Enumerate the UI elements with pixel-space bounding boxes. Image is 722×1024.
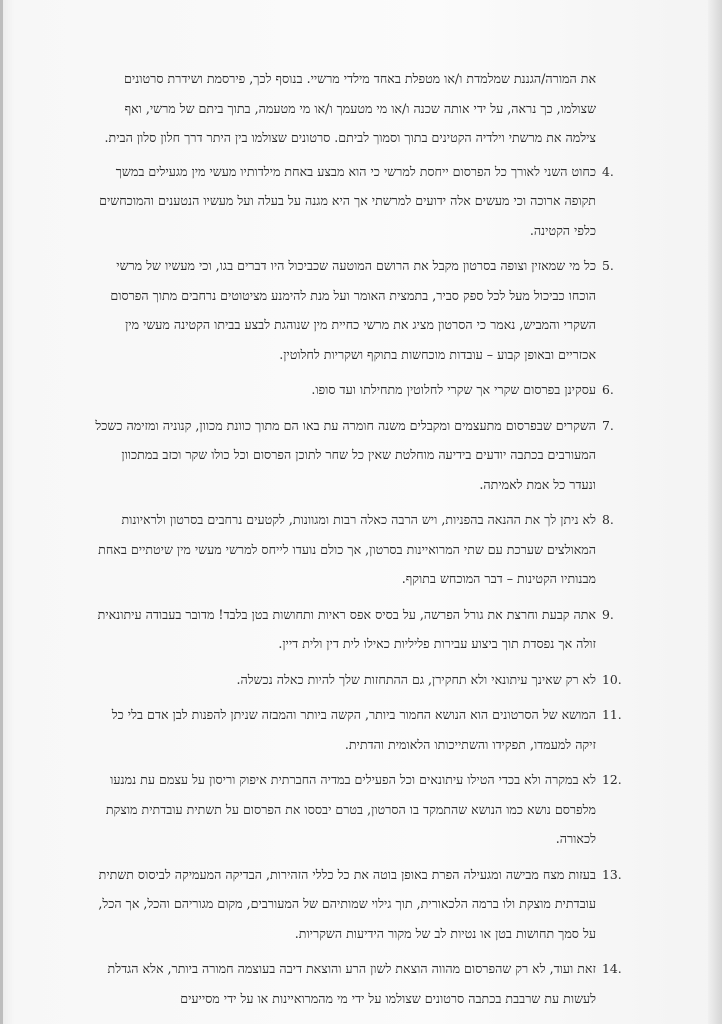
paragraph-text: לא רק שאינך עיתונאי ולא תחקירן, גם ההתחזות שלך להיות כאלה נכשלה. (236, 671, 596, 687)
numbered-paragraph-8 (92, 505, 624, 594)
numbered-paragraph-11 (92, 700, 624, 759)
paragraph-number: 6. (602, 382, 614, 397)
document-body (92, 64, 624, 1019)
paragraph-number: 5. (602, 258, 614, 273)
numbered-paragraph-5 (92, 251, 624, 369)
paragraph-number: 14. (602, 961, 622, 976)
paragraph-number: 4. (602, 163, 614, 179)
paragraph-number: 13. (602, 866, 622, 882)
page-left-edge (0, 0, 3, 1024)
paragraph-text: כל מי שמאזין וצופה בסרטון מקבל את הרושם המוטעה שכביכול היו דברים בגו, וכי מעשיו של מרשי הוכחו כביכול מעל לכל ספק סביר, בתמצית האומר ועל מנת להימנע מציטוטים נרחבים מתוך הפרסום השקרי והמביש, נאמר כי הסרטון מציג את מרשי כחיית מין שנוהגת לבצע בביתו הקטינה מעשי מין אכזריים ובאופן קבוע – עובדות מוכחשות בתוקף ושקריות לחלוטין. (110, 258, 596, 362)
paragraph-text: המושא של הסרטונים הוא הנושא החמור ביותר, הקשה ביותר והמבזה שניתן להפנות לבן אדם בלי כל זיקה למעמדו, תפקידו והשתייכותו הלאומית והדתית. (111, 707, 596, 752)
paragraph-number: 7. (602, 417, 614, 433)
paragraph-number: 9. (602, 606, 614, 622)
numbered-paragraph-4 (92, 157, 624, 246)
paragraph-text: כחוט השני לאורך כל הפרסום ייחסת למרשי כי הוא מבצע באחת מילדותיו מעשי מין מגעילים במשך תקופה ארוכה וכי מעשים אלה ידועים למרשתי אך היא מגנה על בעלה ועל מעשיו הנטענים והמוכחשים כלפי הקטינה. (99, 163, 596, 238)
numbered-paragraph-10 (92, 665, 624, 695)
numbered-paragraph-9 (92, 600, 624, 659)
numbered-paragraph-12 (92, 765, 624, 854)
numbered-paragraph-13 (92, 860, 624, 949)
paragraph-text: בעזות מצח מבישה ומגעילה הפרת באופן בוטה את כל כללי הזהירות, הבדיקה המעמיקה לביסוס תשתית עובדתית מוצקת ולו ברמה הלכאורית, תוך גילוי שמותיהם של המעורבים, מקום מגוריהם והכל, אך הכל, על סמך תחושות בטן או נטיות לב של מקור הידיעות השקריות. (98, 866, 596, 941)
paragraph-number: 11. (602, 707, 622, 722)
paragraph-text: אתה קבעת וחרצת את גורל הפרשה, על בסיס אפס ראיות ותחושות בטן בלבד! מדובר בעבודה עיתונאית זולה אך נפסדת תוך ביצוע עבירות פליליות כאילו לית דין ולית דיין. (97, 606, 596, 651)
paragraph-text: השקרים שבפרסום מתעצמים ומקבלים משנה חומרה עת באו הם מתוך כוונת מכוון, קנוניה ומזימה כשכל המעורבים בכתבה יודעים בידיעה מוחלטת שאין כל שחר לתוכן הפרסום וכל כולו שקר וכזב במתכוון ונעדר כל אמת לאמיתה. (95, 417, 596, 492)
intro-paragraph: את המורה/הגננת שמלמדת ו/או מטפלת באחד מילדי מרשיי. בנוסף לכך, פירסמת ושידרת סרטונים שצולמו, כך נראה, על ידי אותה שכנה ו/או מי מטעמך ו/או מי מטעמה, בתוך ביתם של מרשי, ואף צילמה את מרשתי וילדיה הקטינים בתוך וסמוך לביתם. סרטונים שצולמו בין היתר דרך חלון סלון הבית. (104, 71, 596, 145)
paragraph-number: 8. (602, 512, 614, 527)
paragraph-text: עסקינן בפרסום שקרי אך שקרי לחלוטין מתחילתו ועד סופו. (311, 382, 596, 397)
numbered-paragraph-14 (92, 954, 624, 1013)
paragraph-number: 12. (602, 772, 622, 787)
numbered-paragraph-7 (92, 411, 624, 500)
paragraph-text: לא ניתן לך את ההנאה בהפניות, ויש הרבה כאלה רבות ומגוונות, לקטעים נרחבים בסרטון ולראיונות המאולצים שערכת עם שתי המרואיינות בסרטון, אך כולם נועדו לייחס למרשי מעשי מין שיטתיים באחת מבנותיו הקטינות – דבר המוכחש בתוקף. (98, 512, 596, 586)
paragraph-number: 10. (602, 671, 622, 687)
paragraph-text: לא במקרה ולא בכדי הטילו עיתונאים וכל הפעילים במדיה החברתית איפוק וריסון על עצמם עת נמנעו מלפרסם נושא כמו הנושא שהתמקד בו הסרטון, בטרם יבססו את הפרסום על תשתית עובדתית מוצקת לכאורה. (105, 772, 596, 846)
numbered-paragraph-6 (92, 375, 624, 405)
paragraph-text: זאת ועוד, לא רק שהפרסום מהווה הוצאת לשון הרע והוצאת דיבה בעוצמה חמורה ביותר, אלא הגדלת לעשות עת שרבבת בכתבה סרטונים שצולמו על ידי מי מהמרואיינות או על ידי מסייעים (107, 961, 596, 1006)
page-right-edge (708, 0, 722, 1024)
